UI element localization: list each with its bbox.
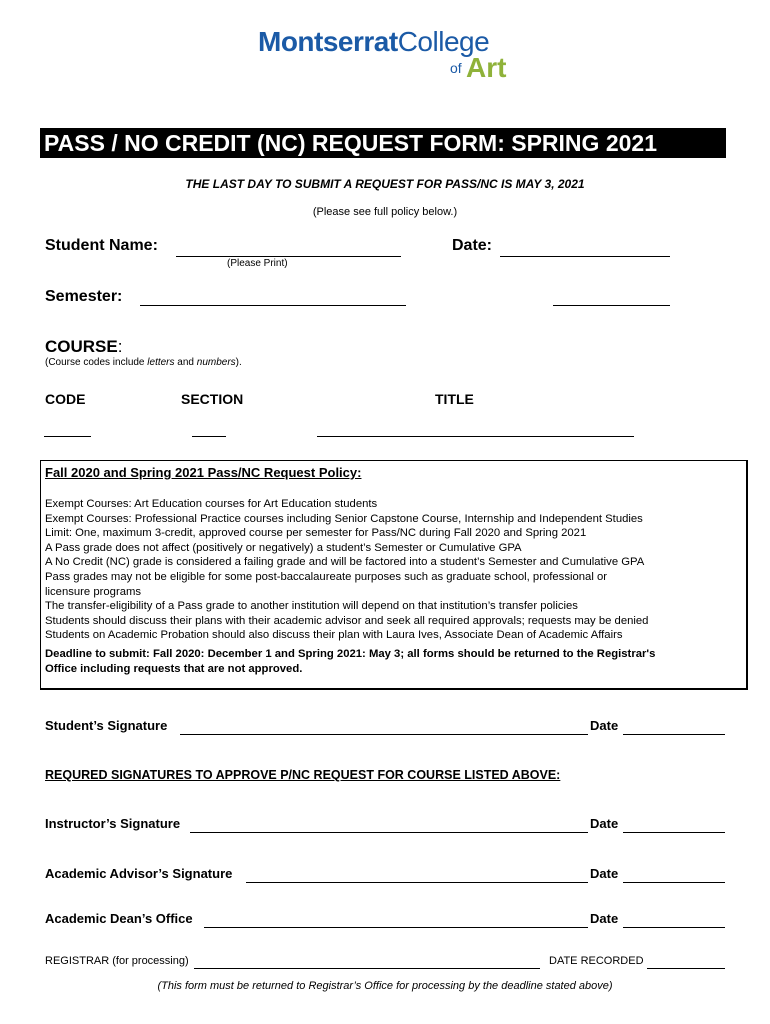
advisor-signature-field[interactable]: [246, 866, 588, 883]
instructor-signature-label: Instructor’s Signature: [45, 816, 181, 831]
policy-line: Students should discuss their plans with their academic advisor and seek all required approvals; requests may be denied: [45, 614, 649, 627]
code-header: CODE: [45, 391, 86, 407]
course-note-prefix: (Course codes include: [45, 357, 148, 368]
policy-deadline-line2: Office including requests that are not approved.: [45, 662, 303, 675]
student-signature-label: Student’s Signature: [45, 718, 168, 733]
required-signatures-heading: REQURED SIGNATURES TO APPROVE P/NC REQUEST FOR COURSE LISTED ABOVE:: [45, 768, 561, 782]
policy-deadline: [45, 647, 745, 676]
policy-line: A Pass grade does not affect (positively or negatively) a student’s Semester or Cumulative GPA: [45, 541, 522, 554]
date-field[interactable]: [500, 238, 670, 257]
advisor-signature-label: Academic Advisor’s Signature: [45, 866, 233, 881]
see-policy-note: (Please see full policy below.): [312, 206, 458, 218]
logo-montserrat: Montserrat: [258, 26, 398, 57]
registrar-label: REGISTRAR (for processing): [45, 955, 189, 967]
code-field[interactable]: [44, 424, 91, 437]
course-label: COURSE: [45, 337, 118, 356]
instructor-date-label: Date: [590, 816, 619, 831]
dean-date-label: Date: [590, 911, 619, 926]
policy-list: [45, 497, 741, 643]
title-field[interactable]: [317, 424, 634, 437]
course-note-numbers: numbers: [196, 357, 236, 368]
policy-line: Pass grades may not be eligible for some post-baccalaureate purposes such as graduate school, professional or: [45, 570, 608, 583]
semester-label: Semester:: [45, 288, 123, 305]
instructor-date-field[interactable]: [623, 816, 725, 833]
college-logo: [258, 26, 518, 86]
student-name-label: Student Name:: [45, 237, 158, 254]
policy-line: The transfer-eligibility of a Pass grade to another institution will depend on that institution’s transfer policies: [45, 600, 578, 613]
advisor-date-label: Date: [590, 866, 619, 881]
course-note-and: and: [174, 357, 197, 368]
form-title: PASS / NO CREDIT (NC) REQUEST FORM: SPRING 2021: [40, 128, 726, 158]
section-header: SECTION: [181, 391, 244, 407]
policy-line: Exempt Courses: Art Education courses for Art Education students: [45, 498, 378, 510]
policy-line: Exempt Courses: Professional Practice courses including Senior Capstone Course, Internship and Independent Studies: [45, 512, 643, 525]
logo-of: of: [450, 60, 462, 76]
section-field[interactable]: [192, 424, 226, 437]
student-date-field[interactable]: [623, 718, 725, 735]
policy-title: Fall 2020 and Spring 2021 Pass/NC Request Policy:: [45, 465, 362, 480]
footer-note: (This form must be returned to Registrar’s Office for processing by the deadline stated above): [157, 980, 613, 992]
policy-line: licensure programs: [45, 585, 142, 598]
date-recorded-field[interactable]: [647, 955, 725, 969]
deadline-notice: THE LAST DAY TO SUBMIT A REQUEST FOR PASS/NC IS MAY 3, 2021: [185, 177, 585, 191]
please-print-note: (Please Print): [227, 258, 288, 269]
course-colon: :: [117, 337, 123, 356]
course-heading: [45, 337, 122, 357]
semester-year-field[interactable]: [553, 289, 670, 306]
title-header: TITLE: [435, 391, 474, 407]
policy-line: Students on Academic Probation should also discuss their plan with Laura Ives, Associate Dean of Academic Affairs: [45, 629, 623, 642]
registrar-field[interactable]: [194, 955, 540, 969]
policy-line: Limit: One, maximum 3-credit, approved course per semester for Pass/NC during Fall 2020 and Spring 2021: [45, 527, 587, 540]
date-recorded-label: DATE RECORDED: [549, 955, 644, 967]
date-label: Date:: [452, 237, 493, 254]
logo-college: College: [397, 26, 490, 57]
dean-office-field[interactable]: [204, 911, 588, 928]
advisor-date-field[interactable]: [623, 866, 725, 883]
policy-deadline-line1: Deadline to submit: Fall 2020: December 1 and Spring 2021: May 3; all forms should be returned to the Registrar's: [45, 648, 656, 660]
logo-art: Art: [466, 52, 507, 83]
policy-line: A No Credit (NC) grade is considered a failing grade and will be factored into a student’s Semester and Cumulative GPA: [45, 556, 645, 569]
semester-field[interactable]: [140, 289, 406, 306]
student-name-field[interactable]: [176, 238, 401, 257]
course-code-note: [45, 357, 242, 368]
course-note-suffix: ).: [235, 357, 242, 368]
student-date-label: Date: [590, 718, 619, 733]
dean-office-label: Academic Dean’s Office: [45, 911, 193, 926]
course-note-letters: letters: [147, 357, 175, 368]
student-signature-field[interactable]: [180, 718, 588, 735]
policy-box: [40, 460, 748, 690]
dean-date-field[interactable]: [623, 911, 725, 928]
instructor-signature-field[interactable]: [190, 816, 588, 833]
